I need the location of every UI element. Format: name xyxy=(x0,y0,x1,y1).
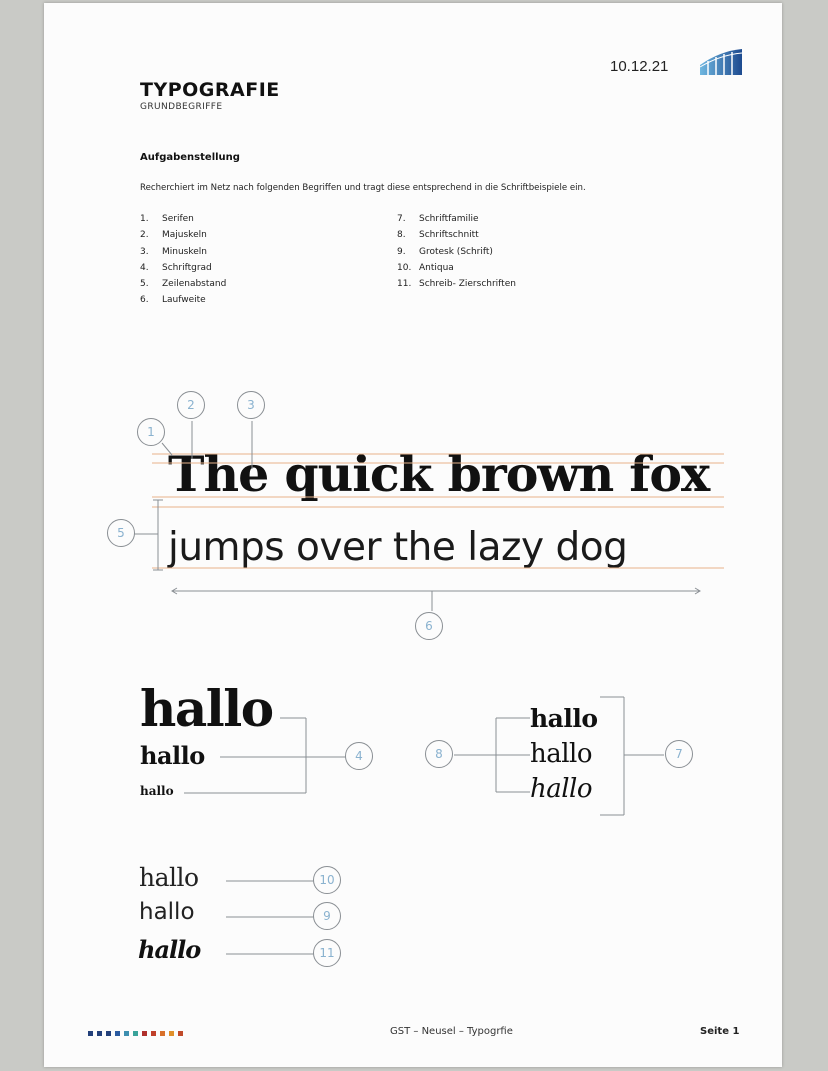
term-number: 7. xyxy=(397,214,406,224)
term-number: 6. xyxy=(140,295,149,306)
term-label: Grotesk (Schrift) xyxy=(419,246,493,257)
color-swatch xyxy=(106,1031,111,1036)
term-label: Antiqua xyxy=(419,262,454,273)
color-swatch xyxy=(169,1031,174,1036)
callout-11: 11 xyxy=(313,939,341,967)
term-label: Minuskeln xyxy=(162,246,207,257)
callout-10: 10 xyxy=(313,866,341,894)
hallo-script: hallo xyxy=(138,935,201,964)
term-label: Serifen xyxy=(162,214,194,224)
term-label: Zeilenabstand xyxy=(162,279,227,290)
term-number: 11. xyxy=(397,279,412,290)
term-number: 10. xyxy=(397,262,412,273)
hallo-large: hallo xyxy=(140,679,273,738)
term-label: Schreib- Zierschriften xyxy=(419,279,516,290)
footer-title: GST – Neusel – Typogrfie xyxy=(390,1026,513,1037)
term-number: 2. xyxy=(140,230,149,241)
color-swatch xyxy=(88,1031,93,1036)
color-swatch xyxy=(133,1031,138,1036)
callout-6: 6 xyxy=(415,612,443,640)
callout-4: 4 xyxy=(345,742,373,770)
callout-8: 8 xyxy=(425,740,453,768)
task-heading: Aufgabenstellung xyxy=(140,152,240,163)
color-swatch xyxy=(124,1031,129,1036)
baseline-guides xyxy=(152,454,724,568)
term-label: Schriftschnitt xyxy=(419,230,479,241)
hallo-grotesk: hallo xyxy=(139,899,195,925)
color-swatch xyxy=(142,1031,147,1036)
color-swatch xyxy=(151,1031,156,1036)
hallo-small: hallo xyxy=(140,784,174,798)
hallo-bold: hallo xyxy=(530,704,598,733)
term-number: 9. xyxy=(397,246,406,257)
page-title: TYPOGRAFIE xyxy=(140,79,280,101)
hallo-antiqua: hallo xyxy=(139,863,199,892)
term-number: 3. xyxy=(140,246,149,257)
annotation-overlay xyxy=(44,3,782,1067)
specimen-line-1: The quick brown fox xyxy=(168,445,710,503)
task-text: Recherchiert im Netz nach folgenden Begriffen und tragt diese entsprechend in die Schriftbeispiele ein. xyxy=(140,183,586,193)
term-label: Majuskeln xyxy=(162,230,207,241)
callout-1: 1 xyxy=(137,418,165,446)
color-swatch xyxy=(97,1031,102,1036)
term-number: 1. xyxy=(140,214,149,224)
color-swatch xyxy=(178,1031,183,1036)
callout-5: 5 xyxy=(107,519,135,547)
term-label: Schriftgrad xyxy=(162,262,212,273)
color-swatch-strip xyxy=(88,1031,183,1036)
callout-2: 2 xyxy=(177,391,205,419)
callout-3: 3 xyxy=(237,391,265,419)
callout-9: 9 xyxy=(313,902,341,930)
term-number: 4. xyxy=(140,262,149,273)
worksheet-page xyxy=(44,3,782,1067)
color-swatch xyxy=(115,1031,120,1036)
hallo-regular: hallo xyxy=(530,739,593,769)
term-number: 5. xyxy=(140,279,149,290)
hallo-italic: hallo xyxy=(530,774,593,804)
term-label: Schriftfamilie xyxy=(419,214,479,224)
page-subtitle: GRUNDBEGRIFFE xyxy=(140,102,223,112)
hallo-medium: hallo xyxy=(140,741,205,770)
term-number: 8. xyxy=(397,230,406,241)
connector-1 xyxy=(162,443,172,455)
term-label: Laufweite xyxy=(162,295,206,306)
date: 10.12.21 xyxy=(610,58,669,75)
page-number: Seite 1 xyxy=(700,1026,740,1037)
color-swatch xyxy=(160,1031,165,1036)
callout-7: 7 xyxy=(665,740,693,768)
specimen-line-2: jumps over the lazy dog xyxy=(168,525,628,570)
